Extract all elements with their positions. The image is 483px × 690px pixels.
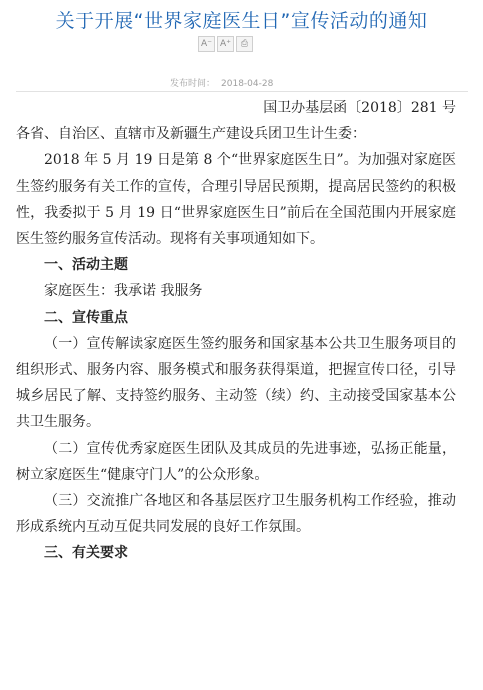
focus-item-1: （一）宣传解读家庭医生签约服务和国家基本公共卫生服务项目的组织形式、服务内容、服务模式和服务获得渠道，把握宣传口径，引导城乡居民了解、支持签约服务、主动签（续）约、主动接受国家基本公共卫生服务。: [16, 335, 456, 431]
intro-paragraph: 2018 年 5 月 19 日是第 8 个“世界家庭医生日”。为加强对家庭医生签约服务有关工作的宣传，合理引导居民预期，提高居民签约的积极性，我委拟于 5 月 19 日“世界家庭医生日”前后在全国范围内开展家庭医生签约服务宣传活动。现将有关事项通知如下。: [16, 152, 456, 248]
title-divider: [16, 91, 468, 92]
focus-item-3: （三）交流推广各地区和各基层医疗卫生服务机构工作经验，推动形成系统内互动互促共同发展的良好工作氛围。: [16, 493, 456, 536]
theme-text: 家庭医生：我承诺 我服务: [44, 283, 203, 300]
section-heading-requirements: 三、有关要求: [44, 545, 128, 562]
font-decrease-icon[interactable]: A⁻: [198, 36, 215, 52]
font-increase-icon[interactable]: A⁺: [217, 36, 234, 52]
publish-info: [170, 76, 273, 89]
publish-label: 发布时间：: [170, 79, 216, 89]
addressee: 各省、自治区、直辖市及新疆生产建设兵团卫生计生委：: [16, 126, 366, 143]
publish-date: 2018-04-28: [221, 79, 274, 89]
focus-item-2: （二）宣传优秀家庭医生团队及其成员的先进事迹，弘扬正能量，树立家庭医生“健康守门人”的公众形象。: [16, 440, 456, 483]
section-heading-theme: 一、活动主题: [44, 257, 128, 274]
document-body: [16, 95, 456, 567]
article-toolbar: [198, 36, 253, 52]
article-title: 关于开展“世界家庭医生日”宣传活动的通知: [55, 10, 428, 32]
doc-number: 国卫办基层函〔2018〕281 号: [263, 100, 456, 116]
print-icon[interactable]: ⎙: [236, 36, 253, 52]
section-heading-focus: 二、宣传重点: [44, 309, 128, 326]
